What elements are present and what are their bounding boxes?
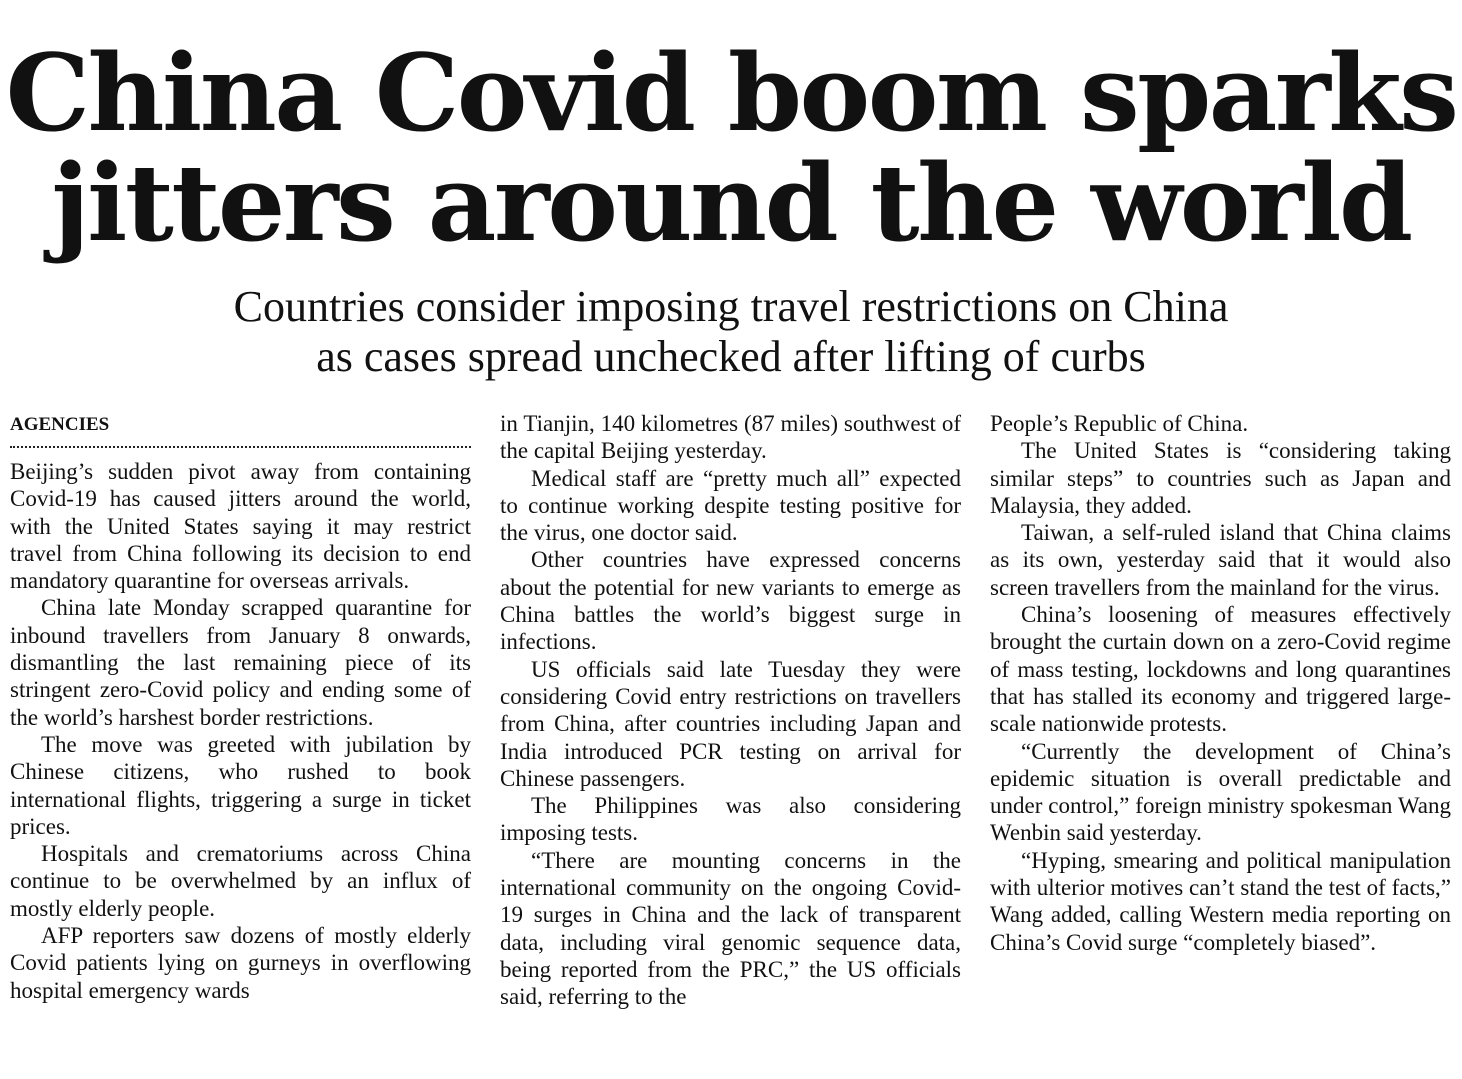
paragraph: The Philippines was also considering imposing tests. (500, 793, 961, 846)
paragraph: China’s loosening of measures effectively brought the curtain down on a zero-Covid regime of mass testing, lockdowns and long quarantines that has stalled its economy and triggered large-scale nationwide protests. (990, 602, 1451, 737)
paragraph: in Tianjin, 140 kilometres (87 miles) southwest of the capital Beijing yesterday. (500, 411, 961, 464)
subheadline-line-2: as cases spread unchecked after lifting of curbs (316, 332, 1146, 381)
subheadline-line-1: Countries consider imposing travel restrictions on China (233, 282, 1229, 331)
subheadline (0, 282, 1462, 382)
paragraph: Medical staff are “pretty much all” expected to continue working despite testing positive for the virus, one doctor said. (500, 465, 961, 546)
paragraph: Taiwan, a self-ruled island that China claims as its own, yesterday said that it would also screen travellers from the mainland for the virus. (990, 520, 1451, 600)
paragraph: Hospitals and crematoriums across China continue to be overwhelmed by an influx of mostly elderly people. (10, 841, 471, 921)
headline-line-1: China Covid boom sparks (5, 30, 1457, 155)
paragraph: People’s Republic of China. (990, 411, 1249, 436)
article-column-3 (990, 410, 1451, 956)
paragraph: “Currently the development of China’s epidemic situation is overall predictable and under control,” foreign ministry spokesman Wang Wenbin said yesterday. (990, 738, 1451, 846)
article-column-2 (500, 410, 961, 1011)
headline-line-2: jitters around the world (51, 140, 1411, 265)
byline-divider (10, 446, 471, 448)
paragraph: “There are mounting concerns in the international community on the ongoing Covid-19 surges in China and the lack of transparent data, including viral genomic sequence data, being reported from the PRC,” the US officials said, referring to the (500, 847, 961, 1010)
paragraph: The move was greeted with jubilation by Chinese citizens, who rushed to book international flights, triggering a surge in ticket prices. (10, 731, 471, 839)
paragraph: Beijing’s sudden pivot away from containing Covid-19 has caused jitters around the world, with the United States saying it may restrict travel from China following its decision to end mandatory quarantine for overseas arrivals. (10, 459, 471, 594)
byline: AGENCIES (10, 414, 110, 435)
headline (0, 30, 1462, 265)
paragraph: The United States is “considering taking similar steps” to countries such as Japan and Malaysia, they added. (990, 438, 1451, 518)
article-column-1 (10, 410, 471, 1004)
paragraph: Other countries have expressed concerns about the potential for new variants to emerge as China battles the world’s biggest surge in infections. (500, 547, 961, 655)
paragraph: AFP reporters saw dozens of mostly elderly Covid patients lying on gurneys in overflowing hospital emergency wards (10, 923, 471, 1003)
paragraph: “Hyping, smearing and political manipulation with ulterior motives can’t stand the test of facts,” Wang added, calling Western media reporting on China’s Covid surge “completely biased”. (990, 847, 1451, 955)
paragraph: China late Monday scrapped quarantine for inbound travellers from January 8 onwards, dismantling the last remaining piece of its stringent zero-Covid policy and ending some of the world’s harshest border restrictions. (10, 595, 471, 730)
paragraph: US officials said late Tuesday they were considering Covid entry restrictions on travellers from China, after countries including Japan and India introduced PCR testing on arrival for Chinese passengers. (500, 656, 961, 791)
